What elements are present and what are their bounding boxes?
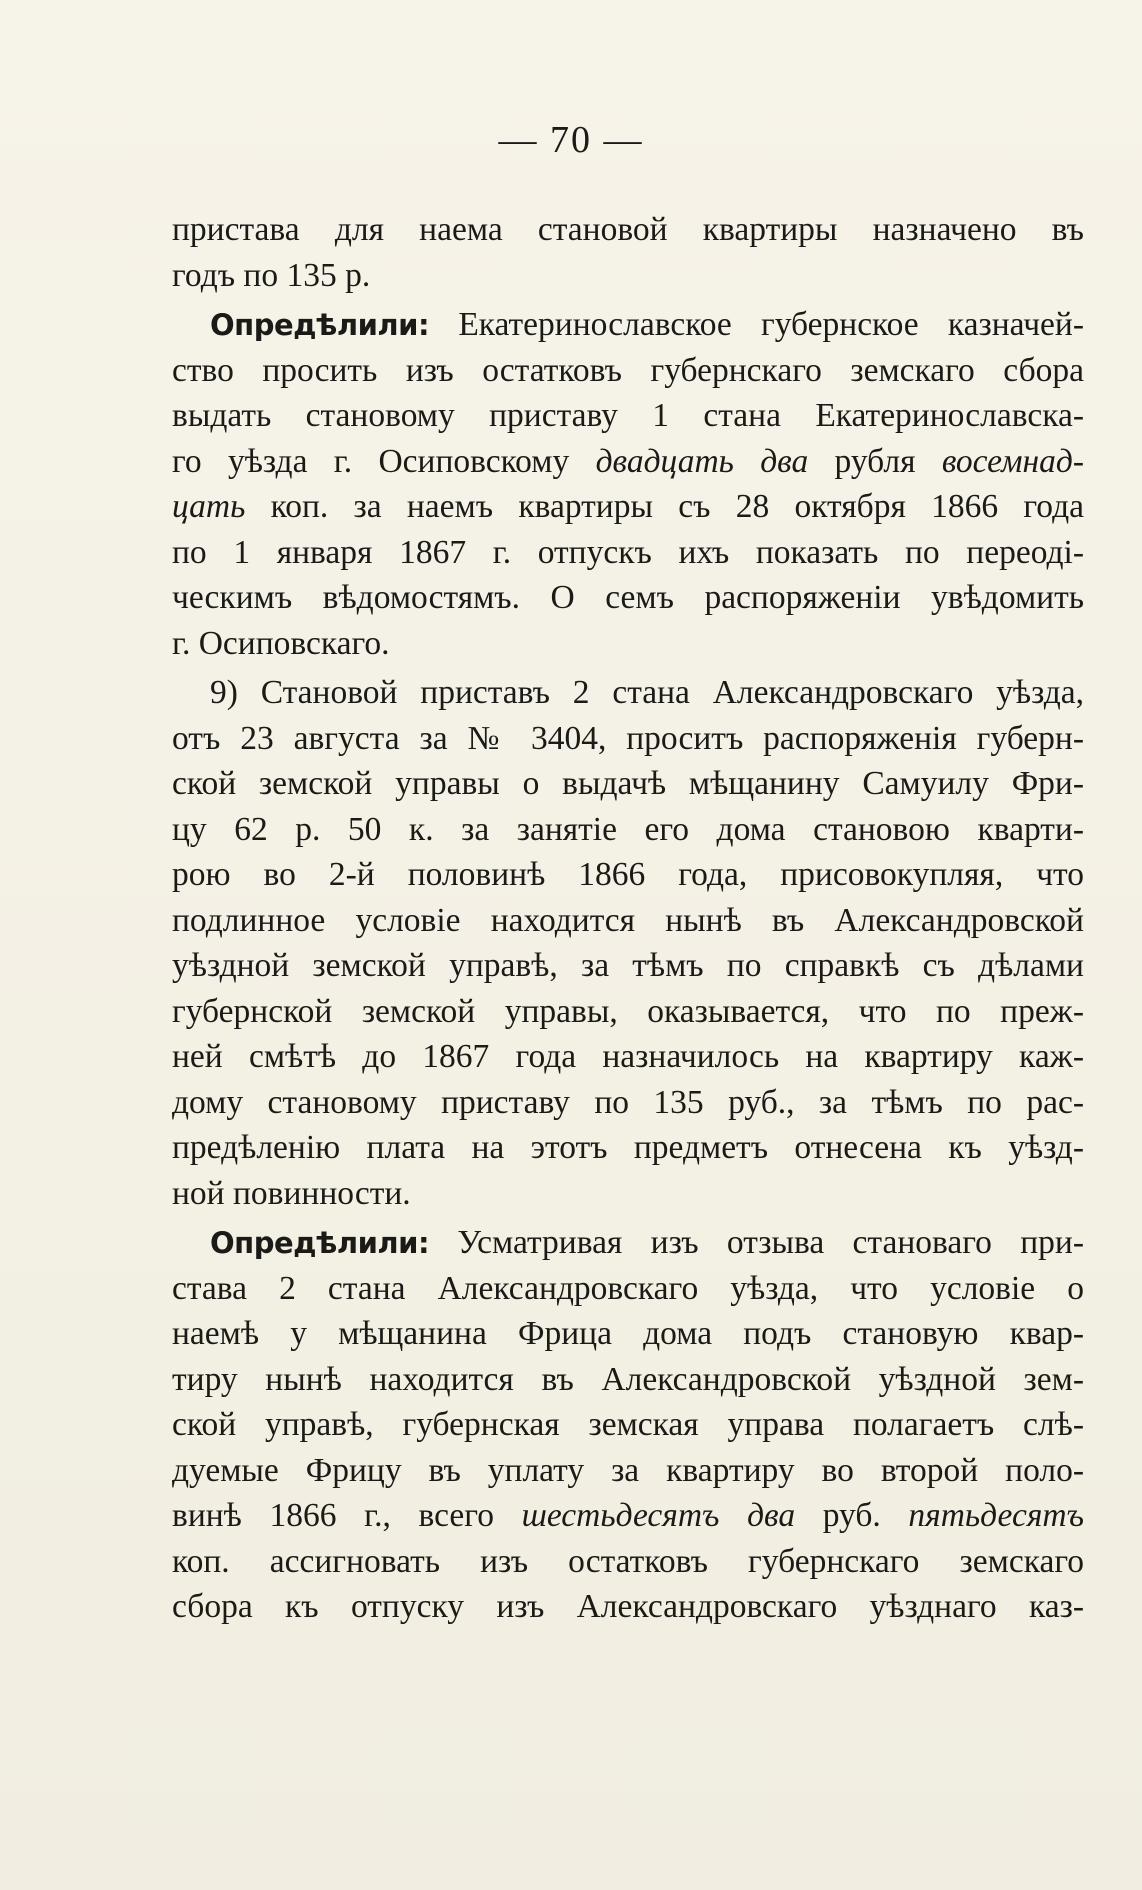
text-line: ней смѣтѣ до 1867 года назначилось на квартиру каж- — [172, 1038, 1084, 1075]
text-segment: Екатеринославское губернское казначей- — [429, 306, 1084, 343]
text-line: коп. ассигновать изъ остатковъ губернскаго земскаго — [172, 1542, 1084, 1580]
text-line: ческимъ вѣдомостямъ. О семъ распоряженіи увѣдомить — [172, 579, 1084, 616]
text-line: уѣздной земской управѣ, за тѣмъ по справкѣ съ дѣлами — [172, 947, 1084, 984]
text-segment: го уѣзда г. Осиповскому — [172, 442, 596, 480]
page-number: — 70 — — [498, 119, 644, 161]
text-line: пристава для наема становой квартиры назначено въ — [172, 211, 1084, 248]
text-line: годъ по 135 р. — [172, 256, 371, 294]
text-line: става 2 стана Александровскаго уѣзда, что условіе о — [172, 1269, 1084, 1307]
text-line: тиру нынѣ находится въ Александровской уѣздной зем- — [172, 1360, 1084, 1398]
text-line — [172, 439, 1084, 485]
text-line: дуемые Фрицу въ уплату за квартиру во второй поло- — [172, 1451, 1084, 1489]
text-line: отъ 23 августа за № 3404, проситъ распоряженія губерн- — [172, 719, 1084, 757]
text-line: 9) Становой приставъ 2 стана Александровскаго уѣзда, — [210, 674, 1084, 711]
text-line: ской земской управы о выдачѣ мѣщанину Самуилу Фри- — [172, 765, 1084, 802]
text-line: ной повинности. — [172, 1174, 411, 1212]
italic-amount: двадцать два — [595, 442, 809, 480]
text-line: предѣленію плата на этотъ предметъ отнесена къ уѣзд- — [172, 1129, 1084, 1166]
text-line — [172, 302, 1084, 348]
text-line: ство просить изъ остатковъ губернскаго земскаго сбора — [172, 351, 1084, 389]
text-segment: винѣ 1866 г., всего — [172, 1497, 522, 1534]
text-line: рою во 2-й половинѣ 1866 года, присовокупляя, что — [172, 856, 1084, 893]
body-text — [172, 207, 1084, 1630]
text-line: цу 62 р. 50 к. за занятіе его дома становою кварти- — [172, 810, 1084, 848]
text-line: наемѣ у мѣщанина Фрица дома подъ становую квар- — [172, 1315, 1084, 1352]
bold-heading: Опредѣлили: — [210, 308, 430, 342]
bold-heading: Опредѣлили: — [210, 1226, 430, 1260]
text-line: губернской земской управы, оказывается, что по преж- — [172, 992, 1084, 1030]
text-segment: коп. за наемъ квартиры съ 28 октября 1866 года — [245, 488, 1084, 525]
italic-amount: восемнад- — [941, 442, 1084, 480]
text-line — [172, 1493, 1084, 1539]
text-line — [172, 484, 1084, 530]
text-segment: рубля — [808, 442, 942, 480]
text-segment: Усматривая изъ отзыва становаго при- — [429, 1224, 1084, 1261]
text-line: подлинное условіе находится нынѣ въ Александровской — [172, 901, 1084, 939]
text-line: по 1 января 1867 г. отпускъ ихъ показать по переоді- — [172, 533, 1084, 571]
text-line: сбора къ отпуску изъ Александровскаго уѣзднаго каз- — [172, 1588, 1084, 1625]
text-line — [172, 1220, 1084, 1266]
text-segment: руб. — [795, 1497, 909, 1534]
text-line: г. Осиповскаго. — [172, 624, 390, 662]
text-line: ской управѣ, губернская земская управа полагаетъ слѣ- — [172, 1406, 1084, 1443]
italic-amount: шестьдесятъ два — [521, 1497, 796, 1534]
italic-amount: пятьдесятъ — [908, 1497, 1084, 1534]
italic-amount: цать — [172, 488, 246, 525]
text-line: выдать становому приставу 1 стана Екатеринославска- — [172, 397, 1084, 434]
text-line: дому становому приставу по 135 руб., за тѣмъ по рас- — [172, 1083, 1084, 1121]
